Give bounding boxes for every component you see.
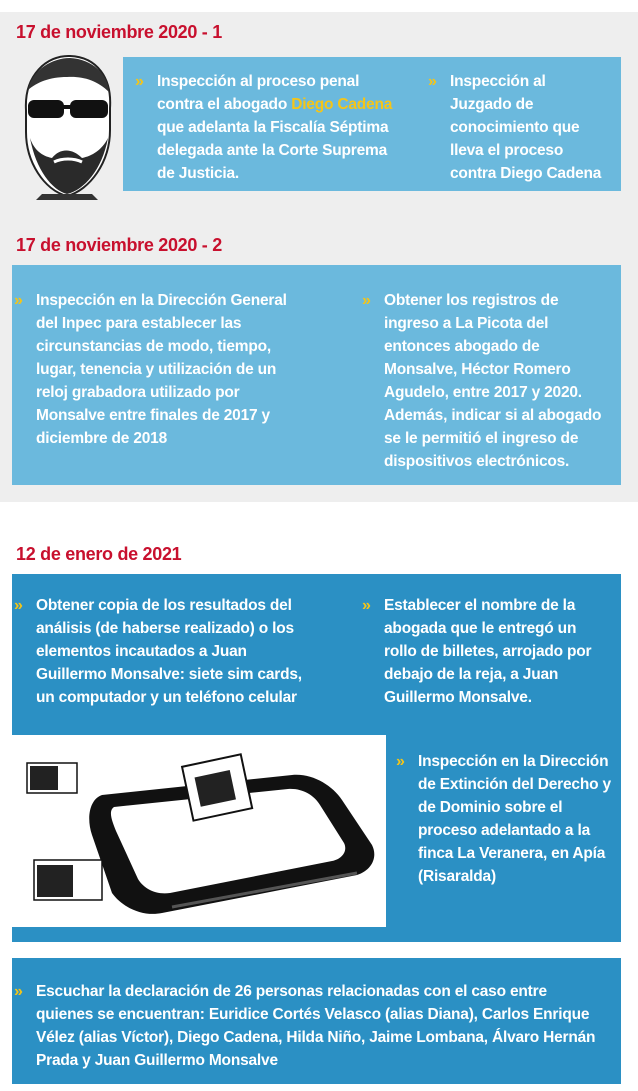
item-text: Escuchar la declaración de 26 personas relacionadas con el caso entre quienes se encuentran: Euridice Cortés Velasco (alias Diana), Carlos Enrique Vélez (alias Víctor), Diego Cadena, Hilda Niño, Jaime Lombana, Álvaro Hernán Prada y Juan Guillermo Monsalve xyxy=(36,983,596,1069)
chevron-right-icon: » xyxy=(396,753,405,770)
portrait-illustration xyxy=(12,50,120,200)
section-3-item-1 xyxy=(14,594,311,709)
item-text: Inspección en la Dirección de Extinción del Derecho y de Dominio sobre el proceso adelantado a la finca La Veranera, en Apía (Risaralda) xyxy=(418,753,611,885)
chevron-right-icon: » xyxy=(135,73,144,90)
chevron-right-icon: » xyxy=(362,597,371,614)
item-text: Inspección en la Dirección General del Inpec para establecer las circunstancias de modo, tiempo, lugar, tenencia y utilización de un reloj grabadora utilizado por Monsalve entre finales de 2017 y diciembre de 2018 xyxy=(36,292,287,447)
phone-illustration xyxy=(12,735,386,927)
item-text: Obtener los registros de ingreso a La Picota del entonces abogado de Monsalve, Héctor Romero Agudelo, entre 2017 y 2020. Además, indicar si al abogado se le permitió el ingreso de dispositivos electrónicos. xyxy=(384,292,602,470)
chevron-right-icon: » xyxy=(362,292,371,309)
item-text: Establecer el nombre de la abogada que le entregó un rollo de billetes, arrojado por debajo de la reja, a Juan Guillermo Monsalve. xyxy=(384,597,592,706)
section-date-2: 17 de noviembre 2020 - 2 xyxy=(16,235,222,255)
sim-card-icon xyxy=(182,754,252,820)
chevron-right-icon: » xyxy=(14,292,23,309)
item-text-post: que adelanta la Fiscalía Séptima delegada ante la Corte Suprema de Justicia. xyxy=(157,119,389,182)
section-1-item-1 xyxy=(135,70,407,185)
section-2-item-2 xyxy=(362,289,609,473)
section-date-1: 17 de noviembre 2020 - 1 xyxy=(16,22,222,42)
item-text-pre: Inspección al proceso penal contra el abogado xyxy=(157,73,360,113)
section-3-item-2 xyxy=(362,594,609,709)
chevron-right-icon: » xyxy=(14,597,23,614)
item-text: Inspección al Juzgado de conocimiento que lleva el proceso contra Diego Cadena xyxy=(450,73,602,182)
chevron-right-icon: » xyxy=(14,983,23,1000)
chevron-right-icon: » xyxy=(428,73,437,90)
section-3-item-4 xyxy=(14,980,606,1072)
section-date-3: 12 de enero de 2021 xyxy=(16,544,182,564)
section-1-item-2 xyxy=(428,70,610,185)
item-text: Obtener copia de los resultados del análisis (de haberse realizado) o los elementos incautados a Juan Guillermo Monsalve: siete sim cards, un computador y un teléfono celular xyxy=(36,597,302,706)
item-highlight-name: Diego Cadena xyxy=(291,96,393,113)
section-3-item-3 xyxy=(396,750,613,888)
section-2-item-1 xyxy=(14,289,296,450)
section-3-white-strip xyxy=(30,942,621,958)
